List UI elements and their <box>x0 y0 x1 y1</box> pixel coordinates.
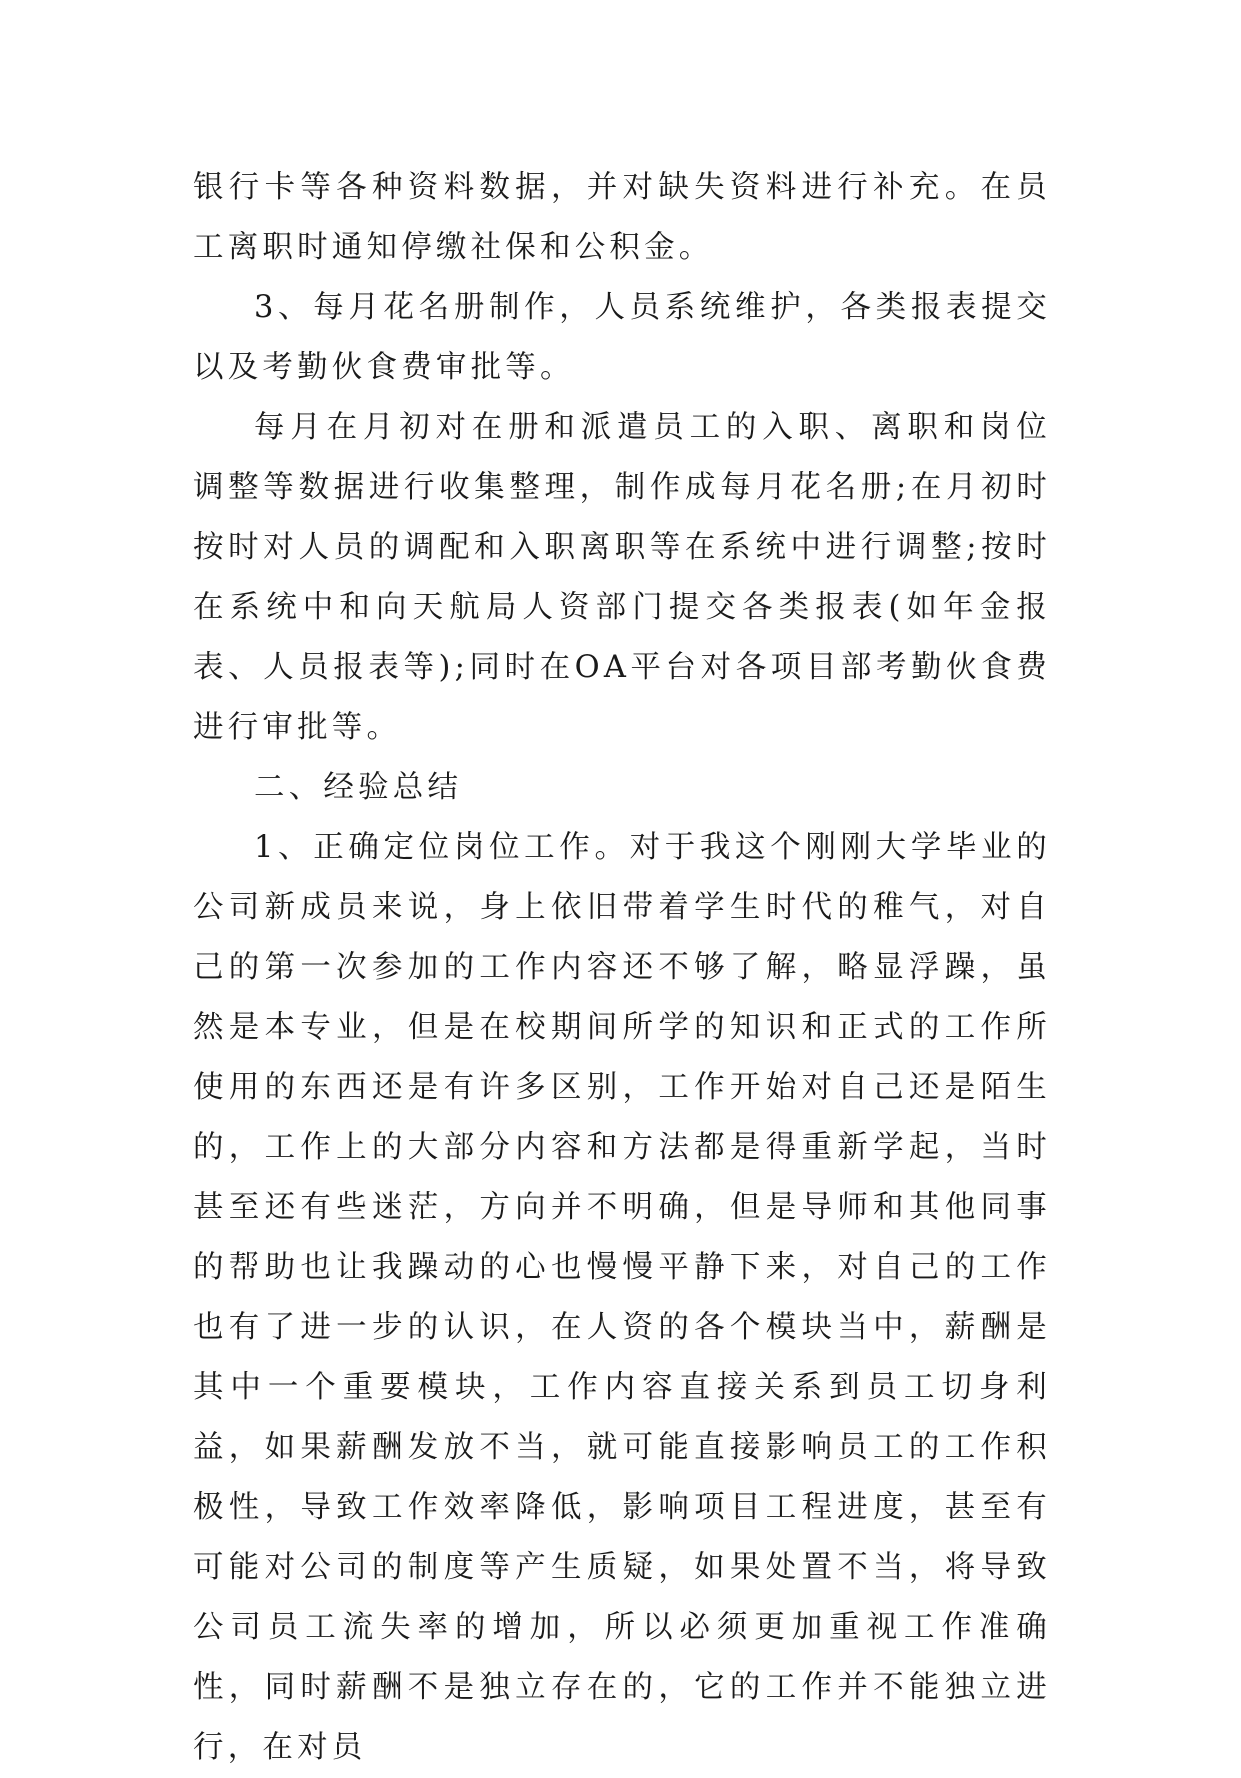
paragraph-continuation: 银行卡等各种资料数据，并对缺失资料进行补充。在员工离职时通知停缴社保和公积金。 <box>193 170 1051 265</box>
section-heading-experience-summary: 二、经验总结 <box>254 770 463 805</box>
paragraph-item-3-detail: 每月在月初对在册和派遣员工的入职、离职和岗位调整等数据进行收集整理，制作成每月花名册;在月初时按时对人员的调配和入职离职等在系统中进行调整;按时在系统中和向天航局人资部门提交各类报表(如年金报表、人员报表等);同时在OA平台对各项目部考勤伙食费进行审批等。 <box>193 410 1051 745</box>
paragraph-experience-item-1: 1、正确定位岗位工作。对于我这个刚刚大学毕业的公司新成员来说，身上依旧带着学生时代的稚气，对自己的第一次参加的工作内容还不够了解，略显浮躁，虽然是本专业，但是在校期间所学的知识和正式的工作所使用的东西还是有许多区别，工作开始对自己还是陌生的，工作上的大部分内容和方法都是得重新学起，当时甚至还有些迷茫，方向并不明确，但是导师和其他同事的帮助也让我躁动的心也慢慢平静下来，对自己的工作也有了进一步的认识，在人资的各个模块当中，薪酬是其中一个重要模块，工作内容直接关系到员工切身利益，如果薪酬发放不当，就可能直接影响员工的工作积极性，导致工作效率降低，影响项目工程进度，甚至有可能对公司的制度等产生质疑，如果处置不当，将导致公司员工流失率的增加，所以必须更加重视工作准确性，同时薪酬不是独立存在的，它的工作并不能独立进行，在对员 <box>193 830 1051 1765</box>
document-body <box>193 158 1051 1778</box>
paragraph-item-3-heading: 3、每月花名册制作，人员系统维护，各类报表提交以及考勤伙食费审批等。 <box>193 290 1051 385</box>
